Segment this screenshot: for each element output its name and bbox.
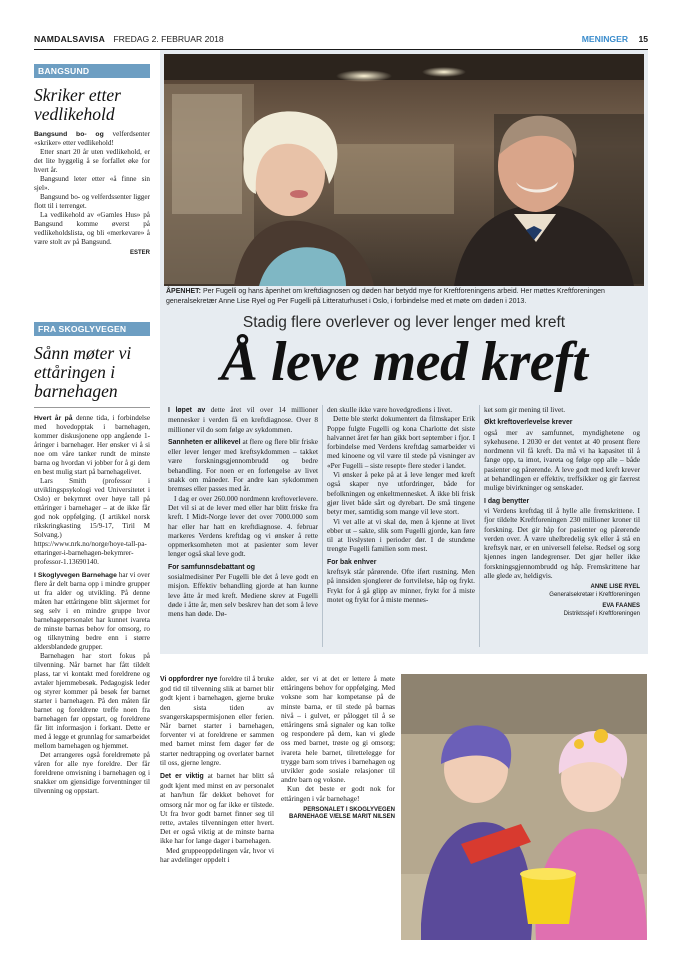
- lead: Hvert år på: [34, 415, 73, 422]
- para: kreftsyk står pårørende. Ofte iført rustning. Men på innsiden sjonglerer de fortvilelse, håp og frykt. Frykt for å gå glipp av minner, frykt for å miste motet og frykt for å miste mennes-: [327, 567, 475, 604]
- para: Kun det beste er godt nok for ettåringen i vår barnehage!: [281, 784, 395, 803]
- caption-label: ÅPENHET:: [166, 288, 202, 295]
- column-divider: [322, 405, 323, 647]
- letter-skoglyvegen: [34, 322, 150, 796]
- letter-bangsund: [34, 64, 150, 256]
- body-bangsund: [34, 130, 150, 247]
- para: Bangsund bo- og velferdssenter ligger flott til i terrenget.: [34, 193, 150, 210]
- headline-skoglyvegen: Sånn møter vi ettåringen i barnehagen: [34, 343, 132, 401]
- interheading: For samfunnsdebattant og: [168, 563, 255, 571]
- para: dette året vil over 14 millioner mennesker i verden få en kreftdiagnose. Over 8 millioner vil do som følge av sykdommen.: [168, 405, 319, 434]
- para: Dette ble sterkt dokumentert da filmskaper Erik Poppe fulgte Fugelli og kona Charlotte det siste halvannet året før han gikk bort september i fjor. I forbindelse med Verdens kreftdag samarbeider vi med kinoene og vil være til stede på visninger av «Per Fugelli – siste resept» flere steder i landet.: [327, 414, 475, 470]
- page-number: 15: [638, 34, 648, 44]
- paper-name: NAMDALSAVISA: [34, 34, 105, 44]
- body-skoglyvegen: [34, 414, 150, 796]
- para: Vi ønsker å peke på at å leve lenger med kreft også skaper nye utfordringer, både for befolkningen og enkeltmennesket. Å ikke bli frisk gjør livet både sårt og dyrebart. De små tingene betyr mer, samtidig som mange vil leve stort.: [327, 470, 475, 517]
- interheading: Vi oppfordrer nye: [160, 676, 218, 683]
- headline-bangsund: Skriker etter vedlikehold: [34, 85, 121, 124]
- article-subhead: Stadig flere overlever og lever lenger med kreft: [242, 314, 566, 331]
- photo-fugelli-ryel-image: [164, 54, 644, 286]
- page-header: [34, 34, 648, 50]
- signature-skoglyvegen: PERSONALET I SKOGLYVEGEN BARNEHAGE V/ELSE MARIT NILSEN: [288, 806, 395, 821]
- lead: I Skoglyvegen Barnehage: [34, 572, 117, 579]
- article-headline: Å leve med kreft: [220, 331, 588, 393]
- photo-fugelli-ryel: [164, 54, 644, 286]
- para: Bangsund leter etter «å finne sin sjel».: [34, 175, 150, 192]
- photo-toddlers-sandbox: [401, 674, 647, 940]
- para: denne tida, i forbindelse med hovedopptak i barnehagen, kommer diskusjonene opp angående 1-åringer i barnehager. Her ønsker vi å si noe om våre tanker rundt de minste barna og hvordan vi jobber for å gi dem en best mulig start på barnehagelivet.: [34, 414, 151, 476]
- para: Etter snart 20 år uten vedlikehold, er det lite hyggelig å se forfallet øke for hvert år.: [34, 148, 150, 174]
- signature-title: Distriktssjef i Kreftforeningen: [563, 610, 640, 617]
- interheading: For bak enhver: [327, 558, 377, 566]
- para: også mer av samfunnet, myndighetene og sykehusene. I 2030 er det ventet at 40 prosent flere nordmenn vil få kreft. Da må vi ha kapasitet til å fange opp, ta imot, ivareta og følge opp alle – både pasienter og pårørende. Å leve godt med kreft krever at behandlingen er effektiv, treffsikker og gir færrest mulige bivirkninger og senskader.: [484, 427, 640, 493]
- para: har vi over flere år delt barna opp i mindre grupper ut fra alder og utvikling. På denne måten har ettåringene blitt skjermet for seg selv i en mindre gruppe hvor barnehagepersonalet har kunnet ivareta de minste barnas behov for omsorg, ro og tilknytning bedre enn i større aldersblandede grupper.: [34, 571, 150, 651]
- header-right: [582, 34, 648, 44]
- skoglyvegen-column-a: [160, 674, 274, 864]
- issue-date: FREDAG 2. FEBRUAR 2018: [113, 34, 224, 44]
- para: Det arrangeres også foreldremøte på våren for alle nye foreldre. Der får foreldrene omvisning i barnehagen og i snakker om gjensidige forventninger til tilvenning og oppstart.: [34, 751, 150, 795]
- para: foreldre til å bruke god tid til tilvenning slik at barnet blir godt kjent i barnehagen, gjerne bruke den sista tiden av svangerskapspermisjonen eller ferien. Når barnet starter i barnehagen, forventer vi at foreldrene er sammen med barnet minst fem dager før de starter nedtrapping og overlater barnet til oss, gjerne lengre.: [160, 674, 275, 767]
- photo-caption: [166, 287, 642, 306]
- para: I dag er over 260.000 nordmenn kreftoverlevere. Det vil si at de lever med eller har blitt friske fra kreft. I Midt-Norge lever det over 7000.000 som har eller har hatt en kreftdiagnose. 4. februar markeres Verdens kreftdag og vi ønsker å rette oppmerksomheten mot at pasienter som lever lenger også skal leve godt.: [168, 493, 318, 559]
- para: Med gruppeoppdelingen vår, hvor vi har avdelinger oppdelt i: [160, 845, 274, 864]
- para: Lars Smith (professor i utviklingspsykologi ved Universitetet i Oslo) er bekymret over høye tall på ettåringer i barnehager – at de ikke får god nok oppfølging. (I artikkel norsk rikskringkasting 15/9-17, Tiril M Solvang.) https://www.nrk.no/norge/hoye-tall-pa-ettaringer-i-barnehagen-bekymrer-professor-1.13690140.: [34, 477, 150, 566]
- photo-toddlers-image: [401, 674, 647, 940]
- para: at flere og flere blir friske eller lever lenger med kreftsykdommen – takket være forskningsgjennombrudd og bedre behandling. For noen er en forlengelse av livet snakk om måneder. For andre kan sykdommen bremses eller passes med år.: [168, 436, 318, 494]
- para: Vi vet alle at vi skal dø, men å kjenne at livet ebber ut – sakte, slik som Fugelli gjorde, kan føre til at livslysten i perioder dør. I de stundene trengte Fugelli familien som mest.: [327, 516, 475, 554]
- lead: I løpet av: [168, 407, 206, 414]
- lead: Sannheten er allikevel: [168, 438, 241, 446]
- lead-bangsund: Bangsund bo- og: [34, 131, 104, 138]
- signature-name: EVA FAANES: [602, 603, 640, 610]
- signature-ryel: [484, 584, 640, 599]
- divider: [34, 407, 150, 408]
- kicker-skoglyvegen: FRA SKOGLYVEGEN: [34, 322, 150, 336]
- para: den skulle ikke være hovedgrediens i livet.: [327, 405, 453, 414]
- article-column-3: [484, 405, 640, 618]
- signature-faanes: [484, 603, 640, 618]
- interheading: I dag benytter: [484, 497, 530, 505]
- para: alder, ser vi at det er lettere å møte ettåringens behov for oppfølging. Med voksne som har kompetanse på de minste barna, er til stede på barnas nivå – i gulvet, er pålogget til å se ettåringens små signaler og kan tolke og respondere på dem, kan vi glede oss med barnet, trøste og gi omsorg; ivareta hele barnet, tilrettelegge for trygge barn som trives i barnehagen og utvikler gode sosiale relasjoner til andre barn og voksne.: [281, 674, 395, 785]
- interheading: Det er viktig: [160, 773, 204, 781]
- para: Barnehagen har stort fokus på tilvenning. Når barnet har fått tildelt plass, tar vi kontakt med foreldrene og avtaler hjemmebesøk. Pedagogisk leder og styrer kommer på besøk før barnet starter i barnehagen. På den måten får barnet og foreldrene treffe noen fra barnehagen før oppstart, og foreldrene får litt informasjon i forkant. Dette er med å legge et grunnlag for samarbeidet mellom barnehagen og hjemmet.: [34, 652, 150, 750]
- kicker-bangsund: BANGSUND: [34, 64, 150, 78]
- interheading: Økt kreftoverlevelse krever: [484, 419, 573, 427]
- para: vi Verdens kreftdag til å hylle alle fremskrittene. I fjor tildelte Kreftforeningen 230 millioner kroner til forskning. Det gir håp for pasienter og pårørende verden over. Å være uhelbredelig syk eller å stå en kreftsyk nær, er en universell følelse. Redsel og sorg kjennes ingen landegrenser. Det gjør heller ikke forskningsgjennombrudd og håp. Fremskrittene har alle glede av, heldigvis.: [484, 505, 640, 581]
- para: velferdsenter «skriker» etter vedlikehold!: [34, 130, 150, 147]
- article-column-1: [168, 405, 318, 619]
- para: at barnet har blitt så godt kjent med minst en av personalet at han/hun får dekket behovet for omsorg når mor og far ikke er tilstede. Ut fra hvor godt barnet finner seg til rette, avtales tilvenningen etter hvert. Det er også viktig at de minste barna ikke har for lange dager i barnehagen.: [160, 771, 274, 846]
- skoglyvegen-column-b: [281, 674, 395, 822]
- column-divider: [479, 405, 480, 647]
- caption-text: Per Fugelli og hans åpenhet om kreftdiagnosen og døden har betydd mye for Kreftforeningens arbeid. Her møttes Kreftforeningen generalsekretær Anne Lise Ryel og Per Fugelli på Litteraturhuset i Oslo, i forbindelse med et møte om døden i 2013.: [166, 288, 605, 305]
- para: La vedlikehold av «Gamles Hus» på Bangsund komme øverst på vedlikeholdslista, og bli «merkevare» å være stolt av på Bangsund.: [34, 211, 150, 246]
- signature-bangsund: ESTER: [129, 250, 150, 256]
- section-name: MENINGER: [581, 34, 629, 44]
- para: sosialmedisiner Per Fugelli ble det å leve godt en misjon. Effektiv behandling gjorde at han kunne leve åtte år med kreft. Mediene skrev at Fugelli døde i åtte år, men selv beskrev han det som å leve mens han døde. Dø-: [168, 572, 318, 619]
- signature-title: Generalsekretær i Kreftforeningen: [549, 591, 640, 598]
- signature-name: ANNE LISE RYEL: [590, 584, 640, 591]
- para: ket som gir mening til livet.: [484, 405, 566, 414]
- article-column-2: [327, 405, 475, 604]
